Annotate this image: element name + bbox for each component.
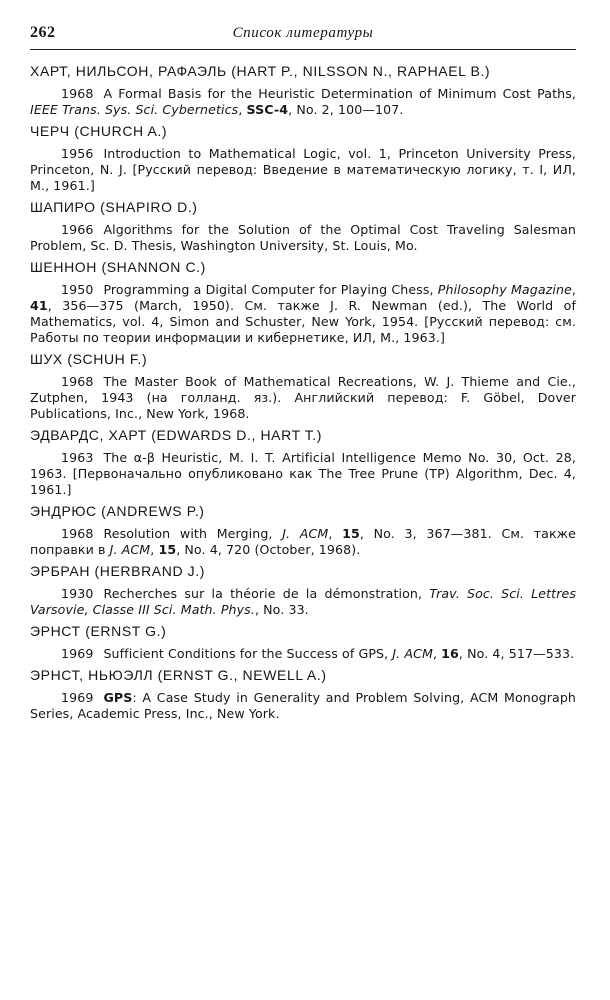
bibliography-entry bbox=[30, 427, 576, 498]
reference-text: The Master Book of Mathematical Recreations, W. J. Thieme and Cie., Zutphen, 1943 (на голланд. яз.). Английский перевод: F. Göbel, Dover Publications, Inc., New York, 1968. bbox=[30, 374, 576, 421]
journal-title: Philosophy Magazine bbox=[437, 282, 572, 297]
entry-author: ЭРНСТ (ERNST G.) bbox=[30, 623, 167, 639]
reference-text: Programming a Digital Computer for Playing Chess, bbox=[103, 282, 438, 297]
volume-number: 41 bbox=[30, 298, 48, 313]
entry-year: 1963 bbox=[61, 450, 94, 465]
reference-text: , bbox=[432, 646, 442, 661]
entry-reference bbox=[30, 526, 576, 558]
bibliography-list bbox=[30, 63, 576, 722]
running-header bbox=[30, 24, 576, 46]
reference-text: : A Case Study in Generality and Problem Solving, ACM Monograph Series, Academic Press, Inc., New York. bbox=[30, 690, 576, 721]
reference-text: Introduction to Mathematical Logic, vol. 1, Princeton University Press, Princeton, N. J. [Русский перевод: Введение в математическую логику, т. I, ИЛ, М., 1961.] bbox=[30, 146, 576, 193]
reference-text: , No. 2, 100—107. bbox=[288, 102, 404, 117]
volume-number: 15 bbox=[342, 526, 360, 541]
reference-text: , No. 4, 517—533. bbox=[458, 646, 575, 661]
reference-text: , bbox=[328, 526, 343, 541]
volume-number: SSC-4 bbox=[246, 102, 289, 117]
entry-author: ЭНДРЮС (ANDREWS P.) bbox=[30, 503, 205, 519]
entry-reference bbox=[30, 450, 576, 498]
entry-reference bbox=[30, 586, 576, 618]
journal-title: IEEE Trans. Sys. Sci. Cybernetics bbox=[30, 102, 239, 117]
bibliography-entry bbox=[30, 351, 576, 422]
entry-author: ЧЕРЧ (CHURCH A.) bbox=[30, 123, 168, 139]
entry-reference bbox=[30, 646, 576, 662]
reference-text: , No. 33. bbox=[254, 602, 309, 617]
reference-text: , No. 4, 720 (October, 1968). bbox=[176, 542, 361, 557]
reference-text: , bbox=[150, 542, 159, 557]
journal-title: J. ACM bbox=[282, 526, 329, 541]
reference-text: Recherches sur la théorie de la démonstration, bbox=[103, 586, 430, 601]
entry-reference bbox=[30, 86, 576, 118]
journal-title: J. ACM bbox=[109, 542, 151, 557]
entry-year: 1966 bbox=[61, 222, 94, 237]
reference-text: , No. 3, 367—381. См. также поправки в bbox=[30, 526, 576, 557]
entry-year: 1969 bbox=[61, 690, 94, 705]
bibliography-entry bbox=[30, 63, 576, 118]
header-rule bbox=[30, 49, 576, 50]
entry-year: 1956 bbox=[61, 146, 94, 161]
entry-year: 1968 bbox=[61, 374, 94, 389]
entry-reference bbox=[30, 146, 576, 194]
journal-title: J. ACM bbox=[392, 646, 433, 661]
entry-author: ШЕННОН (SHANNON C.) bbox=[30, 259, 206, 275]
entry-reference bbox=[30, 374, 576, 422]
reference-text: Sufficient Conditions for the Success of GPS, bbox=[103, 646, 393, 661]
volume-number: 15 bbox=[158, 542, 177, 557]
reference-text: , bbox=[571, 282, 576, 297]
entry-author: ЭРБРАН (HERBRAND J.) bbox=[30, 563, 205, 579]
entry-author: ЭРНСТ, НЬЮЭЛЛ (ERNST G., NEWELL A.) bbox=[30, 667, 327, 683]
journal-title: Trav. Soc. Sci. Lettres Varsovie, Classe III Sci. Math. Phys. bbox=[30, 586, 576, 617]
bibliography-entry bbox=[30, 623, 576, 662]
bibliography-entry bbox=[30, 503, 576, 558]
entry-reference bbox=[30, 222, 576, 254]
bibliography-entry bbox=[30, 667, 576, 722]
running-title: Список литературы bbox=[232, 25, 374, 41]
bibliography-entry bbox=[30, 199, 576, 254]
volume-number: 16 bbox=[441, 646, 459, 661]
entry-year: 1969 bbox=[61, 646, 94, 661]
entry-author: ШУХ (SCHUH F.) bbox=[30, 351, 148, 367]
page-number: 262 bbox=[30, 24, 56, 41]
entry-author: ШАПИРО (SHAPIRO D.) bbox=[30, 199, 198, 215]
entry-year: 1930 bbox=[61, 586, 94, 601]
entry-year: 1968 bbox=[61, 526, 94, 541]
entry-reference bbox=[30, 282, 576, 346]
bibliography-entry bbox=[30, 123, 576, 194]
volume-number: GPS bbox=[103, 690, 133, 705]
bibliography-entry bbox=[30, 259, 576, 346]
entry-year: 1968 bbox=[61, 86, 94, 101]
bibliography-entry bbox=[30, 563, 576, 618]
reference-text: , 356—375 (March, 1950). См. также J. R. Newman (ed.), The World of Mathematics, vol. 4, Simon and Schuster, New York, 1954. [Русский перевод: см. Работы по теории информации и кибернетике, ИЛ, М., 1963.] bbox=[30, 298, 576, 345]
entry-year: 1950 bbox=[61, 282, 94, 297]
reference-text: , bbox=[238, 102, 247, 117]
reference-text: Algorithms for the Solution of the Optimal Cost Traveling Salesman Problem, Sc. D. Thesis, Washington University, St. Louis, Mo. bbox=[30, 222, 576, 253]
document-page bbox=[30, 24, 576, 727]
reference-text: The α-β Heuristic, M. I. T. Artificial Intelligence Memo No. 30, Oct. 28, 1963. [Первоначально опубликовано как The Tree Prune (TP) Algorithm, Dec. 4, 1961.] bbox=[30, 450, 576, 497]
reference-text: A Formal Basis for the Heuristic Determination of Minimum Cost Paths, bbox=[103, 86, 576, 101]
reference-text: Resolution with Merging, bbox=[103, 526, 283, 541]
entry-author: ХАРТ, НИЛЬСОН, РАФАЭЛЬ (HART P., NILSSON N., RAPHAEL B.) bbox=[30, 63, 491, 79]
entry-author: ЭДВАРДС, ХАРТ (EDWARDS D., HART T.) bbox=[30, 427, 323, 443]
entry-reference bbox=[30, 690, 576, 722]
